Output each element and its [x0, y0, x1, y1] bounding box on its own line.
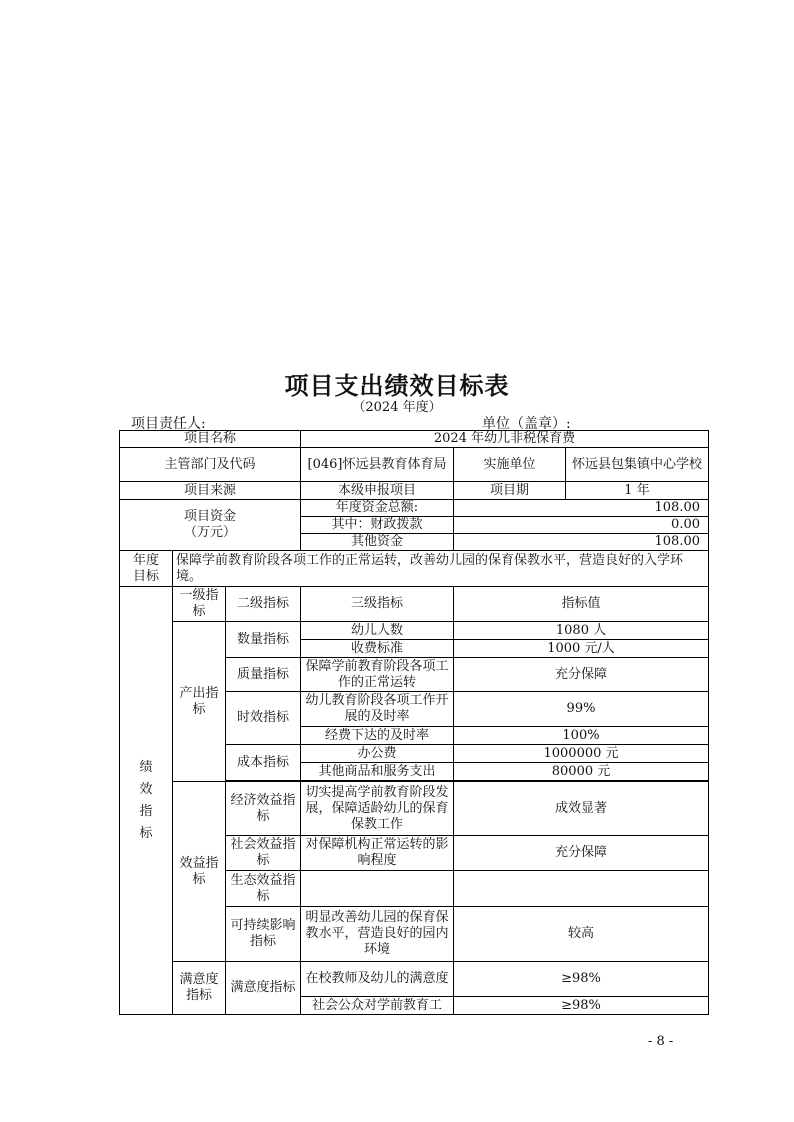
social-value: 充分保障	[454, 836, 709, 871]
col-header-value: 指标值	[454, 587, 709, 622]
satisfaction-indicators: 满意度指标	[173, 962, 226, 1015]
impl-unit-label: 实施单位	[454, 448, 566, 482]
ecology-value	[454, 871, 709, 907]
sa2-value: ≥98%	[454, 997, 709, 1015]
social-name: 对保障机构正常运转的影响程度	[301, 836, 454, 871]
annual-goal-label-line1: 年度	[132, 552, 159, 568]
economic-indicators: 经济效益指标	[226, 782, 301, 836]
funds-label	[120, 500, 301, 551]
source-label: 项目来源	[120, 482, 301, 500]
c1-name: 办公费	[301, 745, 454, 763]
ecology-indicators: 生态效益指标	[226, 871, 301, 907]
annual-goal-label	[120, 551, 173, 587]
t1-name: 幼儿教育阶段各项工作开展的及时率	[301, 692, 454, 727]
section-char-4: 标	[139, 825, 153, 841]
benefit-indicators: 效益指标	[173, 782, 226, 962]
period-label: 项目期	[454, 482, 566, 500]
other-funds-value: 108.00	[454, 534, 709, 551]
quality-name: 保障学前教育阶段各项工作的正常运转	[301, 658, 454, 692]
other-funds-label: 其他资金	[301, 534, 454, 551]
section-char-2: 效	[139, 781, 153, 797]
fiscal-funds-value: 0.00	[454, 517, 709, 534]
responsible-label: 项目责任人:	[131, 416, 206, 432]
q2-value: 1000 元/人	[454, 640, 709, 658]
t2-value: 100%	[454, 727, 709, 745]
source-value: 本级申报项目	[301, 482, 454, 500]
page-title: 项目支出绩效目标表	[284, 371, 510, 400]
funds-label-line1: 项目资金	[183, 509, 236, 524]
dept-label: 主管部门及代码	[120, 448, 301, 482]
funds-label-line2: （万元）	[183, 525, 236, 540]
project-name-value: 2024 年幼儿非税保育费	[301, 431, 709, 448]
ecology-name	[301, 871, 454, 907]
performance-target-table	[119, 430, 709, 1015]
section-char-1: 绩	[139, 759, 153, 775]
period-value: 1 年	[566, 482, 709, 500]
total-funds-label: 年度资金总额:	[301, 500, 454, 517]
quality-value: 充分保障	[454, 658, 709, 692]
q2-name: 收费标准	[301, 640, 454, 658]
sa1-name: 在校教师及幼儿的满意度	[301, 962, 454, 997]
output-indicators: 产出指标	[173, 622, 226, 782]
quantity-indicators: 数量指标	[226, 622, 301, 658]
report-year: （2024 年度）	[352, 400, 442, 415]
c2-name: 其他商品和服务支出	[301, 763, 454, 781]
sa1-value: ≥98%	[454, 962, 709, 997]
project-name-label: 项目名称	[120, 431, 301, 448]
col-header-level1: 一级指标	[173, 587, 226, 622]
performance-indicators-label	[120, 587, 173, 1015]
timeliness-indicators: 时效指标	[226, 692, 301, 745]
page-number: - 8 -	[648, 1034, 674, 1049]
total-funds-value: 108.00	[454, 500, 709, 517]
annual-goal-label-line2: 目标	[132, 568, 159, 584]
section-char-3: 指	[139, 803, 153, 819]
t2-name: 经费下达的及时率	[301, 727, 454, 745]
c2-value: 80000 元	[454, 763, 709, 781]
cost-indicators: 成本指标	[226, 745, 301, 781]
sa2-name: 社会公众对学前教育工	[301, 997, 454, 1015]
sustain-indicators: 可持续影响指标	[226, 907, 301, 962]
q1-value: 1080 人	[454, 622, 709, 640]
impl-unit-value: 怀远县包集镇中心学校	[566, 448, 709, 482]
economic-name: 切实提高学前教育阶段发展，保障适龄幼儿的保育保教工作	[301, 782, 454, 836]
sustain-name: 明显改善幼儿园的保育保教水平，营造良好的园内环境	[301, 907, 454, 962]
q1-name: 幼儿人数	[301, 622, 454, 640]
economic-value: 成效显著	[454, 782, 709, 836]
col-header-level2: 二级指标	[226, 587, 301, 622]
t1-value: 99%	[454, 692, 709, 727]
social-indicators: 社会效益指标	[226, 836, 301, 871]
unit-seal-label: 单位（盖章）:	[482, 416, 571, 432]
quality-indicators: 质量指标	[226, 658, 301, 692]
fiscal-funds-label: 其中：财政拨款	[301, 517, 454, 534]
sustain-value: 较高	[454, 907, 709, 962]
col-header-level3: 三级指标	[301, 587, 454, 622]
dept-value: [046]怀远县教育体育局	[301, 448, 454, 482]
satisfaction-sub-indicators: 满意度指标	[226, 962, 301, 1015]
annual-goal-text: 保障学前教育阶段各项工作的正常运转，改善幼儿园的保育保教水平，营造良好的入学环境。	[173, 551, 709, 587]
c1-value: 1000000 元	[454, 745, 709, 763]
